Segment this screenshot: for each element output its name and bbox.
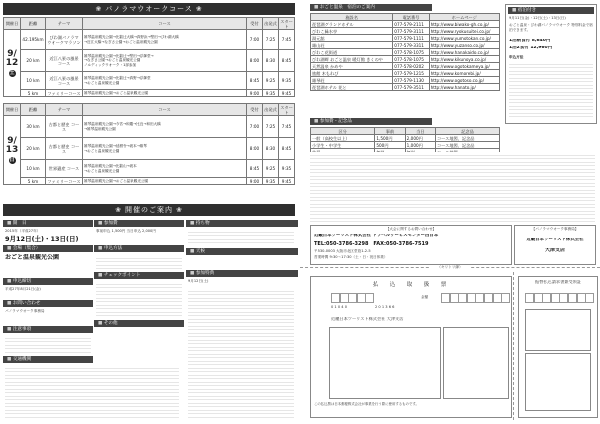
hotel-url[interactable]: http://www.yumotokan.co.jp/: [429, 35, 499, 42]
col-hotel-tel: 電話番号: [393, 14, 429, 21]
hotel-name: 湯元舘: [311, 35, 393, 42]
nordic-note: ノルディックウオーク・1部参加: [84, 62, 137, 67]
route: [83, 116, 247, 138]
distance: 20 km: [21, 138, 46, 160]
ceremony-time: 9:25: [263, 72, 279, 90]
payee-name: 近畿日本ツーリスト株式会社 大津支店: [331, 317, 404, 321]
course-theme: 古都と歴史 コース: [46, 138, 83, 160]
section-notes: ■ 注意事項: [3, 326, 93, 333]
distance: 5 km: [21, 90, 46, 97]
office-box: [514, 225, 596, 265]
form-divider: [513, 272, 514, 420]
hotel-tel: 077-578-0202: [393, 63, 429, 70]
office-name: 近畿日本ツーリスト株式会社: [526, 238, 584, 242]
hotel-url[interactable]: http://www.komorebi.jp/: [429, 70, 499, 77]
fee-header: [311, 128, 500, 135]
table-row: [4, 50, 295, 72]
price-two-meals: 1泊2食付 12,960円: [509, 46, 553, 50]
hotel-table: [310, 13, 500, 91]
tour-details: [509, 61, 593, 119]
course-theme: ファミリーコース: [47, 90, 81, 96]
route: [83, 72, 247, 90]
date-month: 9/: [7, 135, 17, 146]
flower-icon: ❀: [95, 5, 103, 13]
col-pre: 事前: [375, 128, 405, 135]
start-time: 9:45: [279, 178, 295, 185]
transport-text: [5, 365, 179, 420]
reception-time: 9:00: [247, 178, 263, 185]
flower-icon: ❀: [195, 5, 203, 13]
apply-text: [96, 255, 182, 269]
ceremony-time: 7:25: [263, 116, 279, 138]
receipt-payee-field: [525, 309, 591, 351]
hotel-name: 雄山荘: [311, 42, 393, 49]
route: [83, 50, 247, 72]
section-inquiry: ■ お問い合わせ: [3, 300, 93, 307]
hotel-url[interactable]: http://www.kikunoya.co.jp/: [429, 56, 499, 63]
ceremony-time: 9:25: [263, 160, 279, 178]
route: [83, 90, 247, 97]
price-breakfast: 1泊朝食付 8,640円: [509, 39, 551, 43]
hotel-tel: 077-578-1075: [393, 49, 429, 56]
route-line: 雄琴温泉観光公園→比叡山→坂本: [84, 164, 137, 169]
start-time: 7:45: [279, 30, 295, 50]
table-row: [311, 35, 500, 42]
form-title: 払 込 取 扱 票: [372, 282, 450, 288]
route-line: 雄琴温泉観光公園→比叡辻大橋→真野浜→堅田→びわ湖大橋: [84, 35, 179, 40]
sender-field[interactable]: [329, 327, 441, 399]
digit-cell[interactable]: [501, 293, 510, 303]
schedule-table-sat: [3, 17, 295, 97]
agency-contact-box: [310, 225, 512, 265]
header-distance: 距離: [21, 104, 46, 116]
schedule-table-sun: [3, 103, 295, 185]
distance: 10 km: [21, 160, 46, 178]
date-day: 12: [5, 57, 19, 68]
guide-band-title: 開催のご案内: [125, 206, 173, 214]
tour-apply-label: 申込方法: [509, 55, 524, 59]
fee-gift: コース地図、記念品: [435, 135, 499, 142]
start-time: 9:35: [279, 160, 295, 178]
section-transport: ■ 交通機関: [3, 356, 93, 363]
office-branch: 大津支店: [544, 248, 565, 253]
reception-time: 9:00: [247, 90, 263, 97]
hotel-url[interactable]: http://www.ogotoso.co.jp/: [429, 77, 499, 84]
section-gift: ■ 参加特典: [186, 270, 298, 277]
contact-heading: 【大会に関するお問い合わせ】: [385, 227, 437, 231]
ceremony-time: 9:35: [263, 178, 279, 185]
digit-cell[interactable]: [365, 293, 374, 303]
date-month: 9/: [7, 48, 17, 59]
hotel-tel: 077-578-1075: [393, 56, 429, 63]
tour-dates: 9月11日(金)・12日(土)・13日(日): [509, 16, 566, 20]
fee-text: 事前申込 1,500円 当日申込 2,000円: [96, 229, 156, 233]
schedule-header: [4, 18, 295, 30]
checkpoint-text: [96, 281, 182, 317]
col-kind: 区分: [311, 128, 375, 135]
weekday-badge: 土: [9, 69, 15, 76]
agency-address: 〒530-0003 大阪市北区堂島1-2-5: [314, 249, 371, 253]
section-apply: ■ 申込方法: [94, 245, 184, 252]
agency-hours: 営業時間 9:30～17:30（土・日・祝日休業）: [314, 255, 388, 259]
table-row: [4, 72, 295, 90]
hotel-name: びわこ花街道: [311, 49, 393, 56]
table-row: [311, 135, 500, 142]
stamp-field: [443, 327, 509, 399]
amount-cells: [441, 293, 510, 303]
route-line: →なぎさ公園→おごと温泉観光公園: [84, 58, 141, 63]
course-theme: 世界遺産 コース: [46, 160, 83, 178]
date-day: 13: [5, 144, 19, 155]
apply-instructions: [310, 152, 595, 222]
tour-box: [505, 4, 597, 124]
date-text: [5, 229, 91, 234]
form-footnote: この払込票は日本郵便株式会社が事業を行う際に使用するものです。: [314, 402, 419, 406]
notes-text: [5, 335, 91, 353]
course-band: [3, 3, 295, 15]
table-row: [311, 56, 500, 63]
route-line: 雄琴温泉観光公園→おごと温泉観光公園: [84, 90, 149, 95]
course-theme: びわ湖パノラマ ウオークマラソン: [46, 30, 83, 50]
ceremony-time: 8:30: [263, 50, 279, 72]
section-checkpoint: ■ チェックポイント: [94, 272, 184, 279]
ceremony-time: 7:25: [263, 30, 279, 50]
table-row: [311, 70, 500, 77]
hotel-url[interactable]: http://www.hanato.jp/: [429, 84, 499, 91]
route-line: 雄琴温泉観光公園→比叡辻→堅田→浮御堂→: [84, 53, 154, 58]
date-cell-sun: [4, 116, 21, 185]
table-row: [4, 178, 295, 185]
flower-icon: ❀: [176, 206, 183, 214]
section-date: ■ 開 日: [3, 220, 93, 227]
section-hotels: ■ おごと温泉 宿泊のご案内: [310, 4, 432, 11]
fee-kind: 一般（高校生以上）: [311, 135, 375, 142]
table-row: [311, 77, 500, 84]
header-ceremony: 出発式: [263, 104, 279, 116]
tour-title: おごと温泉・びわ湖パノラマウオーク 特別料金で宿泊できます。: [509, 23, 593, 32]
reception-time: 7:00: [247, 116, 263, 138]
header-start: スタート: [280, 104, 293, 115]
account-number: 2 0 1 3 6 6: [375, 305, 395, 309]
hotel-tel: 077-579-1111: [393, 35, 429, 42]
flower-icon: ❀: [115, 206, 122, 214]
table-row: [311, 28, 500, 35]
course-theme: ファミリーコース: [47, 178, 81, 184]
route-line: 雄琴温泉観光公園→おごと温泉観光公園: [84, 178, 149, 183]
start-time: 7:45: [279, 116, 295, 138]
fee-gift: コース地図、記念品: [435, 142, 499, 149]
reception-time: 8:45: [247, 72, 263, 90]
course-band-title: パノラマウオークコース: [105, 5, 193, 13]
reception-time: 7:00: [247, 30, 263, 50]
reception-time: 8:45: [247, 160, 263, 178]
digit-cell[interactable]: [585, 293, 594, 303]
route: [83, 30, 247, 50]
distance: 5 km: [21, 178, 46, 185]
start-time: 9:35: [279, 72, 295, 90]
table-row: [4, 116, 295, 138]
distance: 42.195km: [21, 30, 46, 50]
table-row: [311, 42, 500, 49]
table-row: [4, 138, 295, 160]
section-items: ■ 持ち物: [186, 220, 298, 227]
table-row: [4, 30, 295, 50]
ceremony-time: 8:30: [263, 138, 279, 160]
header-theme: テーマ: [46, 18, 83, 30]
hotel-header: [311, 14, 500, 21]
start-time: 8:45: [279, 138, 295, 160]
section-fees: ■ 参加費・記念品: [310, 118, 432, 125]
hotel-tel: 077-579-2111: [393, 21, 429, 28]
fee-pre: 500円: [375, 142, 405, 149]
route-line: →おごと温泉観光公園: [84, 168, 120, 173]
fee-kind: 小学生・中学生: [311, 142, 375, 149]
gift-date: 9月12日(土): [188, 279, 209, 283]
route-line: 雄琴温泉観光公園→今宮→和邇→比良→和田大橋: [84, 122, 161, 127]
table-row: [311, 142, 500, 149]
weekday-badge: 日: [9, 156, 15, 163]
route-line: →近江大橋→なぎさ公園→おごと温泉観光公園: [84, 39, 158, 44]
transfer-form: [310, 276, 512, 418]
schedule-header: [4, 104, 295, 116]
ceremony-time: 9:35: [263, 90, 279, 97]
table-row: [311, 84, 500, 91]
gift-text: [188, 288, 294, 418]
date-cell-sat: [4, 30, 21, 97]
start-time: 9:45: [279, 90, 295, 97]
reception-time: 8:00: [247, 138, 263, 160]
office-heading: 【パノラマウオーク事務局】: [531, 227, 579, 231]
items-text: [188, 229, 294, 245]
hotel-url[interactable]: http://www.hanakaido.co.jp/: [429, 49, 499, 56]
col-gift: 記念品: [435, 128, 499, 135]
table-row: [311, 49, 500, 56]
course-theme: 近江八景の風景 コース: [46, 72, 83, 90]
event-date: 9月12日(土)・13日(日): [5, 235, 79, 243]
section-misc: ■ その他: [94, 320, 184, 327]
col-day: 当日: [405, 128, 435, 135]
hotel-name: 琵琶湖グランドホテル: [311, 21, 393, 28]
hotel-url[interactable]: http://www.biwako-gh.co.jp/: [429, 21, 499, 28]
fee-day: 2,000円: [405, 135, 435, 142]
date-year: 2015年（平成27年）: [5, 229, 41, 233]
table-row: [4, 90, 295, 97]
hotel-name: 天然温泉 かめや: [311, 63, 393, 70]
header-reception: 受付: [247, 18, 263, 30]
inquiry-name: パノラマウオーク事務局: [5, 309, 45, 313]
distance: 20 km: [21, 50, 46, 72]
cut-note: （キリトリ線）: [430, 265, 470, 270]
col-hotel-url: ホームページ: [429, 14, 499, 21]
header-start: スタート: [280, 18, 293, 29]
table-row: [4, 160, 295, 178]
course-theme: 古都と歴史 コース: [46, 116, 83, 138]
header-theme: テーマ: [46, 104, 83, 116]
venue-name: おごと温泉観光公園: [5, 254, 60, 261]
account-prefix: 0 1 0 4 0: [331, 305, 348, 309]
hotel-tel: 077-579-3511: [393, 84, 429, 91]
col-hotel-name: 施設名: [311, 14, 393, 21]
receipt-account-cells: [525, 293, 594, 303]
section-weather: ■ 天候: [186, 248, 298, 255]
section-venue: ■ 会場（集合）: [3, 245, 93, 252]
hotel-name: びわ湖畔 おごと温泉 暖灯館 きくのや: [311, 56, 393, 63]
right-page: [300, 0, 600, 424]
fee-day: 1,000円: [405, 142, 435, 149]
receipt-stamp-field: [525, 353, 591, 411]
route-line: →おごと温泉観光公園: [84, 148, 120, 153]
agency-name: 近畿日本ツーリスト株式会社 トラベルサービスセンター西日本: [314, 234, 439, 238]
hotel-url[interactable]: http://www.ogotokameya.jp/: [429, 63, 499, 70]
hotel-name: びわこ緑水亭: [311, 28, 393, 35]
hotel-name: 雄琴荘: [311, 77, 393, 84]
receipt-title: 振替払込請求書兼受領証: [534, 280, 582, 284]
section-deadline: ■ 申込締切: [3, 278, 93, 285]
route-line: →おごと温泉観光公園: [84, 80, 120, 85]
header-date: 開催日: [4, 104, 21, 116]
hotel-name: 旅館 木もれび: [311, 70, 393, 77]
amount-label: 金額: [421, 295, 429, 299]
deadline-text: 平成27年8月21日(金): [5, 287, 41, 291]
hotel-tel: 077-579-1215: [393, 70, 429, 77]
header-reception: 受付: [247, 104, 263, 116]
receipt-form: [518, 276, 598, 418]
distance: 30 km: [21, 116, 46, 138]
reception-time: 8:00: [247, 50, 263, 72]
route-line: →雄琴温泉観光公園: [84, 126, 116, 131]
table-row: [311, 21, 500, 28]
table-row: [311, 63, 500, 70]
hotel-tel: 077-579-3311: [393, 42, 429, 49]
agency-tel: TEL:050-3786-3298 FAX:050-3786-7519: [314, 241, 429, 247]
distance: 10 km: [21, 72, 46, 90]
header-date: 開催日: [4, 18, 21, 30]
route: [83, 178, 247, 185]
tour-heading: ■ 宿泊付き: [508, 7, 594, 14]
route: [83, 160, 247, 178]
route-line: 雄琴温泉観光公園→延暦寺→坂本→雄琴: [84, 144, 147, 149]
hotel-url[interactable]: http://www.ryokusuitei.co.jp/: [429, 28, 499, 35]
course-theme: 近江八景の風景 コース: [46, 50, 83, 72]
header-distance: 距離: [21, 18, 46, 30]
hotel-tel: 077-579-3111: [393, 28, 429, 35]
header-course: コース: [83, 104, 247, 116]
header-ceremony: 出発式: [263, 18, 279, 30]
guide-band: [3, 204, 295, 216]
route-line: 雄琴温泉観光公園→比叡辻→真野→浮御堂: [84, 76, 151, 81]
hotel-name: 琵琶湖ホテル 花と: [311, 84, 393, 91]
hotel-tel: 077-579-1130: [393, 77, 429, 84]
fee-pre: 1,500円: [375, 135, 405, 142]
header-course: コース: [83, 18, 247, 30]
route: [83, 138, 247, 160]
hotel-url[interactable]: http://www.yuzanso.co.jp/: [429, 42, 499, 49]
start-time: 8:45: [279, 50, 295, 72]
account-cells: [331, 293, 374, 303]
section-fee: ■ 参加費: [94, 220, 184, 227]
